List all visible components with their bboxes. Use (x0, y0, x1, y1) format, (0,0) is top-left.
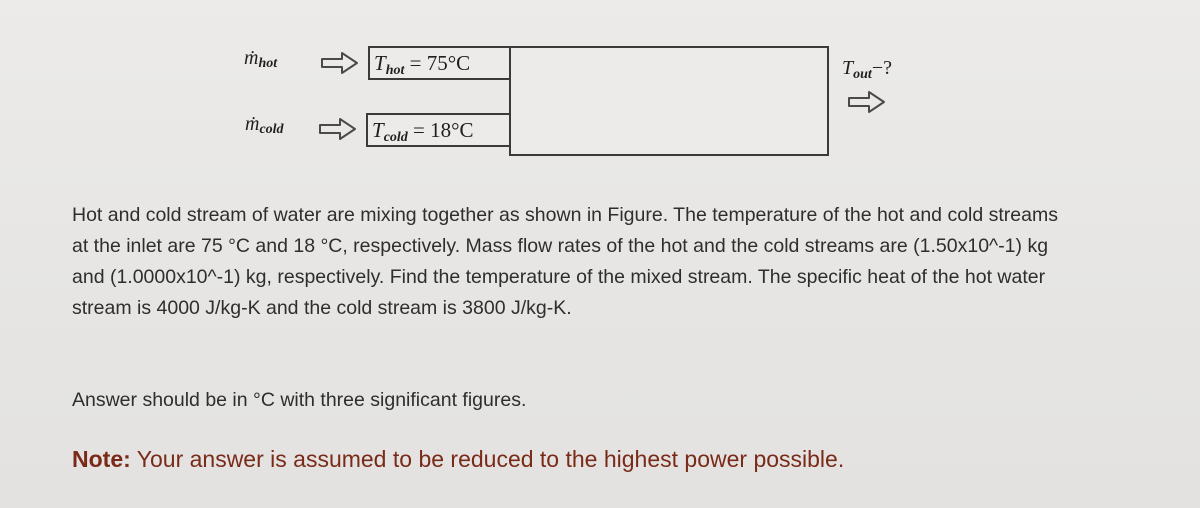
answer-instruction: Answer should be in °C with three significant figures. (72, 389, 527, 411)
mixing-chamber (509, 46, 829, 156)
mdot-hot-subscript: hot (258, 56, 278, 71)
t-out-var: T (842, 57, 854, 79)
t-hot-box (368, 46, 511, 80)
mixing-diagram (0, 0, 1200, 180)
t-cold-value: = 18°C (407, 118, 474, 142)
arrow-right-icon (847, 89, 887, 115)
mdot-cold-label (245, 113, 284, 138)
problem-statement (72, 200, 1072, 324)
mdot-hot-label (244, 47, 277, 72)
t-hot-var: T (374, 51, 386, 75)
t-out-value: −? (871, 57, 892, 79)
t-cold-var: T (372, 118, 384, 142)
mdot-symbol: ṁ (244, 47, 259, 69)
t-cold-box (366, 113, 513, 147)
t-cold-subscript: cold (383, 130, 408, 145)
t-hot-value: = 75°C (404, 51, 471, 75)
arrow-right-icon (318, 116, 358, 142)
note-label: Note: (72, 446, 131, 472)
t-hot-subscript: hot (385, 63, 405, 78)
problem-paragraph: Hot and cold stream of water are mixing together as shown in Figure. The temperature of the hot and cold streams at the inlet are 75 °C and 18 °C, respectively. Mass flow rates of the hot and the cold streams are (1.50x10^-1) kg and (1.0000x10^-1) kg, respectively. Find the temperature of the mixed stream. The specific heat of the hot water stream is 4000 J/kg-K and the cold stream is 3800 J/kg-K. (72, 204, 1058, 319)
arrow-right-icon (320, 50, 360, 76)
t-out-label (842, 57, 892, 83)
note-text: Your answer is assumed to be reduced to the highest power possible. (130, 446, 845, 472)
t-out-subscript: out (853, 67, 872, 82)
mdot-symbol: ṁ (245, 113, 260, 135)
mdot-cold-subscript: cold (259, 122, 284, 137)
note-line (72, 446, 844, 473)
